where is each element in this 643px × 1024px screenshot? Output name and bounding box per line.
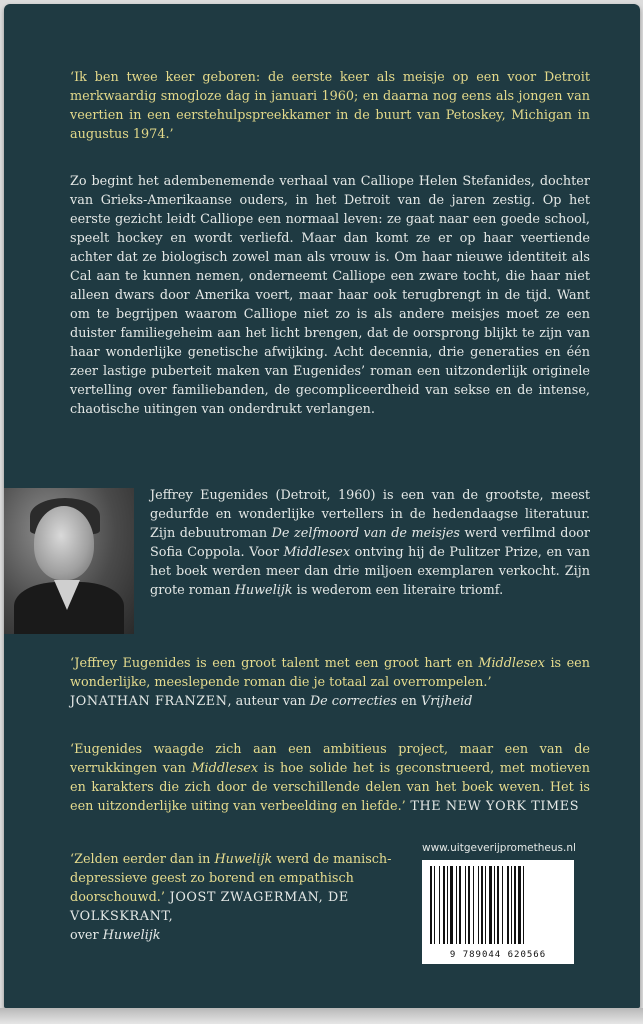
- book-back-cover: [4, 4, 640, 1008]
- barcode-bar: [450, 866, 453, 944]
- barcode-bar: [523, 866, 524, 944]
- barcode-bar: [465, 866, 466, 944]
- review-quote-volkskrant: ‘Zelden eerder dan in Huwelijk werd de manisch-depressieve geest zo borend en empathisch doorschouwd.’ JOOST ZWAGERMAN, DE VOLKSKRANT, over Huwelijk: [70, 852, 392, 943]
- barcode-bar: [430, 866, 432, 944]
- barcode-bar: [511, 866, 512, 944]
- barcode-bar: [468, 866, 470, 944]
- book-title-huwelijk: Huwelijk: [234, 583, 293, 598]
- barcode-bars: [430, 866, 566, 944]
- barcode-bar: [497, 866, 499, 944]
- book-title-middlesex: Middlesex: [283, 545, 351, 560]
- review-quote-nytimes: ‘Eugenides waagde zich aan een ambitieus project, maar een van de verrukkingen van Middlesex is hoe solide het is geconstrueerd, met motieven en karakters die zich door de verschillende delen van het boek weven. Het is een uitzonderlijke uiting van verbeelding en liefde.’ THE NEW YORK TIMES: [70, 742, 590, 814]
- barcode-bar: [494, 866, 495, 944]
- barcode-bar: [507, 866, 509, 944]
- blurb-paragraph: Zo begint het adembenemende verhaal van Calliope Helen Stefanides, dochter van Grieks-Amerikaanse ouders, in het Detroit van de jaren zestig. Op het eerste gezicht leidt Calliope een normaal leven: ze gaat naar een goede school, speelt hockey en wordt verliefd. Maar dan komt ze er op haar veertiende achter dat ze biologisch zowel man als vrouw is. Om haar nieuwe identiteit als Cal aan te kunnen nemen, onderneemt Calliope een zware tocht, die haar niet alleen dwars door Amerika voert, maar haar ook terugbrengt in de tijd. Want om te begrijpen waarom Calliope niet zo is als andere meisjes moet ze een duister familiegeheim aan het licht brengen, dat de oorsprong blijkt te zijn van haar wonderlijke genetische afwijking. Acht decennia, drie generaties en één zeer lastige puberteit maken van Eugenides’ roman een uitzonderlijk originele vertelling over familiebanden, de gecompliceerdheid van sekse en de intense, chaotische uitingen van onderdrukt verlangen.: [70, 174, 590, 417]
- publisher-url: www.uitgeverijprometheus.nl: [422, 842, 576, 854]
- book-title-de-zelfmoord: De zelfmoord van de meisjes: [271, 526, 460, 541]
- quote-source: JONATHAN FRANZEN: [70, 694, 228, 709]
- barcode-bar: [502, 866, 503, 944]
- barcode-bar: [447, 866, 448, 944]
- isbn-barcode: [422, 860, 574, 964]
- author-bio: Jeffrey Eugenides (Detroit, 1960) is een van de grootste, meest gedurfde en wonderlijke vertellers in de hedendaagse literatuur. Zijn debuutroman De zelfmoord van de meisjes werd verfilmd door Sofia Coppola. Voor Middlesex ontving hij de Pulitzer Prize, en van het boek werden meer dan drie miljoen exemplaren verkocht. Zijn grote roman Huwelijk is wederom een literaire triomf.: [150, 488, 590, 598]
- barcode-bar: [514, 866, 516, 944]
- background-surface: [0, 1008, 643, 1024]
- barcode-bar: [443, 866, 445, 944]
- quote-source: JOOST ZWAGERMAN, DE VOLKSKRANT,: [70, 890, 349, 924]
- barcode-bar: [459, 866, 461, 944]
- quote-source: THE NEW YORK TIMES: [405, 799, 580, 814]
- barcode-digits: 9 789044 620566: [449, 950, 547, 960]
- barcode-bar: [478, 866, 479, 944]
- barcode-bar: [481, 866, 483, 944]
- opening-quote: ‘Ik ben twee keer geboren: de eerste keer als meisje op een voor Detroit merkwaardig smogloze dag in januari 1960; en daarna nog eens als jongen van veertien in een eerstehulpspreekkamer in de buurt van Petoskey, Michigan in augustus 1974.’: [70, 70, 590, 142]
- barcode-bar: [518, 866, 521, 944]
- barcode-bar: [473, 866, 474, 944]
- barcode-bar: [439, 866, 440, 944]
- barcode-bar: [456, 866, 457, 944]
- author-photo: [4, 488, 134, 634]
- barcode-bar: [489, 866, 492, 944]
- barcode-bar: [485, 866, 486, 944]
- barcode-bar: [434, 866, 435, 944]
- review-quote-franzen: ‘Jeffrey Eugenides is een groot talent met een groot hart en Middlesex is een wonderlijke, meeslepende roman die je totaal zal overrompelen.’ JONATHAN FRANZEN, auteur van De correcties en Vrijheid: [70, 656, 590, 709]
